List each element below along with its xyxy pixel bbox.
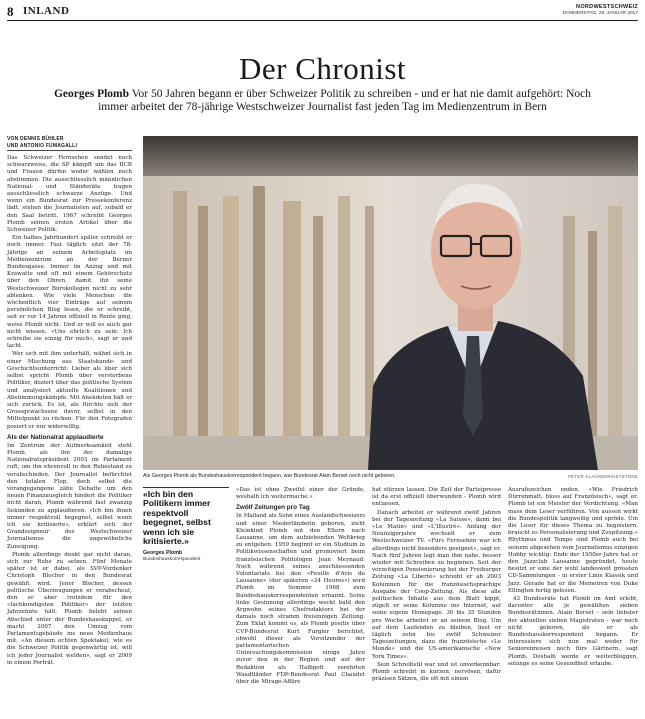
quote-rule xyxy=(143,487,229,488)
pull-quote xyxy=(143,490,229,563)
caption-text: Als Georges Plomb als Bundeshauskorrespondent begann, war Bundesrat Alain Berset noch nicht geboren. xyxy=(143,473,396,479)
paragraph: Plomb allerdings denkt gar nicht daran, sich zur Ruhe zu setzen. Fünf Monate später ist er dabei, als SVP-Vordenker Christoph Blocher in den Bundesrat gewählt wird. Jener Blocher, dessen politische Überzeugungen er verabscheut, den er aber trotzdem für den «fachkundigsten Politiker» der letzten Jahrzehnte hält. Plomb belebt seinen Abschied unter der Bundeshauskuppel, er macht 2007 den Umzug vom Parlamentsgebäude ins neue Medienhaus mit. «An diesem echten Spektakel, wie es die Schweizer Politik gegenwärtig ist, will ich jeder Journalist welden», sagt er 2009 in einem Porträt. xyxy=(7,551,132,666)
issue-date: DONNERSTAG, 26. JANUAR 2017 xyxy=(562,11,638,16)
paragraph: hat stürzen lassen. Die Zeit der Parteipresse ist da erst offiziell überwunden - Plomb wird entlassen. xyxy=(372,487,501,508)
section-name: INLAND xyxy=(23,5,70,17)
paragraph: Das Schweizer Fernsehen sendet noch schwarzweiss, die SP kämpft um das BCB und Frauen dürfen weder wählen noch abstimmen. Die ausschliesslich männlichen National- und Ständeräte tragen ausschliesslich schwarze Anzüge. Und wenn ein Bundesrat zur Pressekonferenz lädt, stehen die Journalisten auf, sobald er den Saal betritt. 1967 schreibt Georges Plomb seinen ersten Artikel über die Schweizer Politik. xyxy=(7,155,132,234)
subhead: Als der Nationalrat applaudierte xyxy=(7,433,104,441)
quote-role: Bundeshauskorrespondent xyxy=(143,557,201,563)
photo-caption xyxy=(143,473,638,482)
article-column-4 xyxy=(372,487,501,684)
paragraph: Ausrufezeichen enden. «Wie Friedrich Dürrenmatt, bloss auf Französisch», sagt er. Plomb ist ein Meister der Verdichtung. «Man muss dem Leser verführen. Von aussen wirkt die Bundespolitik langweilig und spröde. Um die Leser für dieses Thema zu begeistern, braucht es Personalisierung und Zuspitzung.» Rhythmus und Tempo sind Plomb auch bei seinem abgesehen vom Journalismus einzigen Hobby wichtig: Ende der 1950er-Jahre hat er den Jazzclub Lausanne gegründet, heute besitzt er eine der wohl landesweit grössten CD-Sammlungen - in erster Linie Klassik und Jazz. Gerade hat er die Memoiren von Duke Ellington fertig gelesen. xyxy=(508,487,638,594)
paragraph: Wer sich mit ihm unterhält, wähnt sich in einer Mischung aus Staatskunde- und Geschichtsunterricht: Lieber als über sich selbst spricht Plomb über verstorbene Politiker, doziert über das politische System und analysiert aktuelle Koalitionen und Abstimmungskämpfe. Mit Anekdoten hält er sich zurück. Es ist, als fürchte sich der Grossgewachsene davor, selbst in den Mittelpunkt zu rücken. Für den Fotografen posiert er nur widerwillig. xyxy=(7,351,132,430)
byline-rule xyxy=(7,150,132,151)
deck xyxy=(40,88,605,114)
article-column-1 xyxy=(7,155,132,668)
paragraph: Danach arbeitet er während zwölf Jahren bei der Tageszeitung «La Suisse», dann bei «Le Matin» und «L'Illustré». Anfang der Neunzigerjahre wechselt er zum Westschweizer TV. «Fürs Fernsehen war ich allerdings nicht besonders geeignet», sagt er. Nach fünf Jahren legt man ihm nahe, besser wieder mit Schreiben zu beginnen. Seit der vorzeitigen Pensionierung bei der Freiburger Zeitung «La Liberté» schreibt er ab 2003 Kolumnen für die französischsprachige Ausgabe der Coop-Zeitung. Als diese alle politischen Inhalte aus dem Blatt kippt, zügelt er seine Kolumne ins Internet, auf seine eigene Homepage. 30 bis 35 Stunden pro Woche arbeitet er an seinem Blog. Um auf dem Laufenden zu bleiben, liest er täglich zehn bis zwölf Schweizer Tageszeitungen, dazu die französische «Le Monde» und die US-amerikanische «New York Times». xyxy=(372,509,501,660)
newspaper-name: NORDWESTSCHWEIZ xyxy=(576,4,638,10)
article-column-5 xyxy=(508,487,638,669)
paragraph: Sein Schreibstil war und ist unverkennbar: Plomb schreibt in kurzen, nervösen, dafür präzisen Sätzen, die oft mit einem xyxy=(372,661,501,683)
paragraph: Im Zentrum der Aufmerksamkeit steht Plomb, als ihn der damalige Nationalratspräsident 2003 im Parlament ruft, um ihn ehrenvoll in den Ruhestand zu verabschieden. Der Journalist befürchtet den totalen Flop, doch selbst die vorangegangene zähe Debatte um den neuen Finanzausgleich hindert die Politiker nicht daran, Plomb während fast zwanzig Sekunden zu applaudieren. «Ich bin ihnen immer respektvoll begegnet, selbst wenn ich sie kritisierte», erklärt sich der Grandseigneur des Westschweizer Journalismus die ungewöhnliche Zuneigung. xyxy=(7,442,132,550)
quote-name: Georges Plomb xyxy=(143,550,183,557)
deck-text: Vor 50 Jahren begann er über Schweizer Politik zu schreiben - und er hat nie damit aufgehört: Noch immer arbeitet der 78-jährige Westschweizer Journalist fast jeden Tag im Medienzentrum in Bern xyxy=(98,88,592,113)
paragraph: In Malland als Sohn eines Auslandschweizers und einer Niederländerin geboren, zieht Kleinkind Plomb mit den Eltern nach Lausanne, um dem aufziehenden Weltkrieg zu entgehen. 1959 beginnt er ein Studium in Politikwissenschaften und promoviert beim französischen Politologen Jean Meynaud. Noch während seines anschliessenden Volontariats bei den «Feuille d'Avis de Lausanne» (der späteren «24 Heures») wird Plomb im Sommer 1968 zum Bundeshauskorrespondenten ernannt. Seine linke Gesinnung allerdings weckt bald den Argwohn seines Chefredaktors bei der damals noch stramm freisinnigen Zeitung. Zum Eklat kommt es, als Plomb positiv über CVP-Bundesrat Kurt Furgler berichtet, obwohl dieser als Vorsitzender der parlamentarischen Untersuchungskommission einige Jahre zuvor den in der Region und auf der Redaktion als Halbgott verehrten Waadtländer FDP-Bundesrat Paul Chaudet über die Mirage-Affäre xyxy=(236,513,365,686)
photo-credit: PETER KLAUNZER/KEYSTONE xyxy=(568,474,638,479)
deck-lead: Georges Plomb xyxy=(53,88,130,100)
header-rule xyxy=(7,20,638,21)
portrait-photo xyxy=(143,136,638,470)
page-number: 8 xyxy=(7,4,14,19)
quote-text: «Ich bin den Politikern immer respektvoll begegnet, selbst wenn ich sie kritisierte.» xyxy=(143,489,211,547)
portrait-illustration xyxy=(143,136,638,470)
article-column-3 xyxy=(236,487,365,687)
paragraph: 43 Bundesräte hat Plomb im Amt erlebt, darunter alle je gewählten sieben Bundesrätinnen. Alain Berset - sein liebster der aktuellen sieben Magistraten - war noch nicht geboren, als er als Bundeshauskorrespondent begann. Er interessiere sich nun mal weder für Seniorenreisen noch fürs Gärtnern, sagt Plomb. Deshalb werde er weiterbloggen, solange es seine Gesundheit erlaube. xyxy=(508,596,638,667)
headline: Der Chronist xyxy=(238,51,406,86)
paragraph: Ein halbes Jahrhundert später schreibt er noch immer. Fast täglich sitzt der 78-Jährige an seinem Arbeitsplatz im Medienzentrum an der Berner Bundesgasse. Immer im Anzug und mit Krawatte und oft mit einem Gehörschutz über den Ohren, damit ihn seine Westschweizer Bürokollegen nicht zu sehr ablenken. Wie viele Menschen die wöchentlich vier Einträge auf seinem persönlichen Blog lesen, die er schreibt, seit er vor 14 Jahren offiziell in Rente ging, weiss Plomb nicht. Und er will es auch gar nicht wissen. «Uns ehrlich zu sein: Ich schreibe sie einzig für mich», sagt er und lacht. xyxy=(7,235,132,350)
paragraph: «Das ist ohne Zweifel einer der Gründe, weshalb ich weitermache.» xyxy=(236,487,365,501)
subhead: Zwölf Zeitungen pro Tag xyxy=(236,504,310,512)
byline: VON DENNIS BÜHLER UND ANTONIO FUMAGALLI xyxy=(7,136,78,149)
